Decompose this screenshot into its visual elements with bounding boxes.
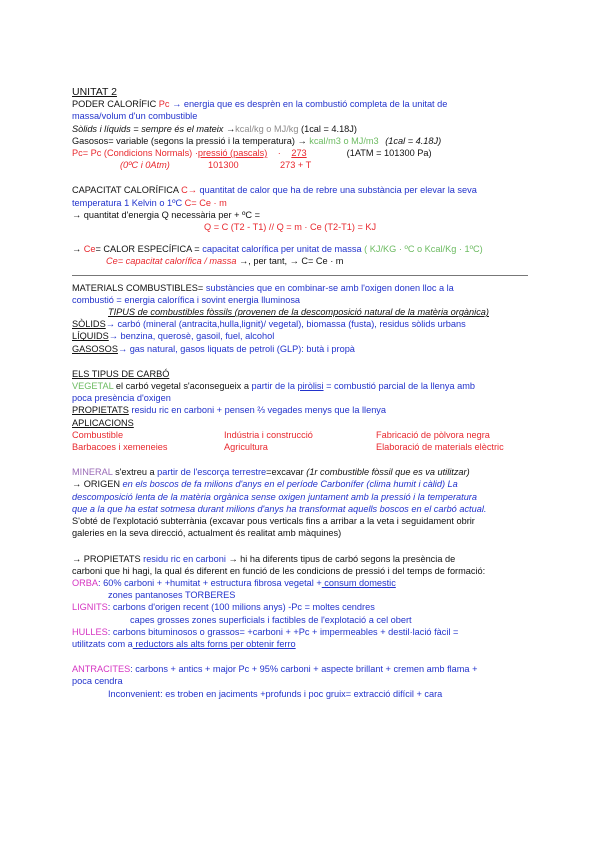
orba-use: consum domestic xyxy=(321,577,396,588)
pirolisi: piròlisi xyxy=(297,381,324,392)
origin-heading: → ORIGEN xyxy=(72,479,120,490)
first-fossil-note: (1r combustible fòssil que es va utilitzar) xyxy=(306,467,470,478)
c-formula: C= Ce · m xyxy=(184,197,227,208)
section-poder-calorific xyxy=(72,98,532,171)
section-propietats xyxy=(72,553,532,700)
application-item: Elaboració de materials elèctric xyxy=(376,442,504,453)
pc-symbol: Pc xyxy=(158,99,170,110)
antracites-desc: : carbons + antics + major Pc + 95% carboni + aspecte brillant + cremen amb flama + xyxy=(130,664,478,675)
dot: · xyxy=(194,148,198,159)
divider xyxy=(72,275,528,276)
orba-label: ORBA xyxy=(72,577,99,588)
arrow: → xyxy=(72,244,82,255)
arrow: → xyxy=(297,135,307,146)
application-item: Barbacoes i xemeneies xyxy=(72,442,168,453)
materials-definition: substàncies que en combinar-se amb l'oxigen donen lloc a la xyxy=(205,282,454,293)
section-tipus-carbo xyxy=(72,368,532,453)
c-symbol: C→ xyxy=(181,185,197,196)
solids-units: kcal/kg o MJ/kg xyxy=(235,123,299,134)
heading-materials: MATERIALS COMBUSTIBLES= xyxy=(72,282,204,293)
properties-text: → hi ha diferents tipus de carbó segons la presència de xyxy=(228,553,456,564)
mineral-label: MINERAL xyxy=(72,467,113,478)
liquids-list: → benzina, querosè, gasoil, fuel, alcohol xyxy=(108,331,275,342)
properties-rich: residu ric en carboni xyxy=(143,553,226,564)
properties-heading: → PROPIETATS xyxy=(72,553,141,564)
vegetal-label: VEGETAL xyxy=(72,381,114,392)
pirolisi-def: = combustió parcial de la llenya amb xyxy=(326,381,475,392)
application-item: Indústria i construcció xyxy=(224,429,313,440)
pc-formula: Pc= Pc (Condicions Normals) xyxy=(72,148,193,159)
application-item: Combustible xyxy=(72,429,124,440)
fossil-types: TIPUS de combustibles fòssils (provenen de la descomposició natural de la matèria orgànica) xyxy=(108,307,489,318)
gases-heading: GASOSOS xyxy=(72,343,118,354)
vegetal-from: partir de la xyxy=(251,381,295,392)
heading-calor-especifica: = CALOR ESPECÍFICA = xyxy=(95,244,200,255)
applications-grid xyxy=(72,429,532,453)
ce-formula: Ce= capacitat calorífica / massa xyxy=(106,256,237,267)
pressure-denominator: 101300 xyxy=(208,160,239,171)
atm-conversion: (1ATM = 101300 Pa) xyxy=(346,148,432,159)
materials-definition-cont: combustió = energia calorífica i sovint energia lluminosa xyxy=(72,294,301,305)
gasosos-label: Gasosos xyxy=(72,135,109,146)
temp-numerator: 273 xyxy=(291,148,307,159)
hulles-label: HULLES xyxy=(72,626,108,637)
pressure-numerator: pressió (pascals) xyxy=(197,148,268,159)
heading-tipus-carbo: ELS TIPUS DE CARBÓ xyxy=(72,368,170,379)
normal-conditions: (0ºC i 0Atm) xyxy=(120,160,170,171)
antracites-drawback: Inconvenient: es troben en jaciments +profunds i poc gruix= extracció difícil + cara xyxy=(108,688,443,699)
excavar: =excavar xyxy=(266,467,304,478)
heading-poder: PODER CALORÍFIC xyxy=(72,99,157,110)
properties-text-cont: carboni que hi hagi, la qual és diferent en funció de les condicions de pressió i del temps de formació: xyxy=(72,565,486,576)
origin-text-cont-2: que a la que ha estat sotmesa durant milions d'anys ha transformat aquells boscos en el carbó actual. xyxy=(72,503,487,514)
solids-heading: SÒLIDS xyxy=(72,319,106,330)
extraction-text: S'obté de l'explotació subterrània (excavar pous verticals fins a arribar a la veta i seguidament obrir xyxy=(72,516,475,527)
solids-list: → carbó (mineral (antracita,hulla,lignit)/ vegetal), biomassa (fusta), residus sòlids urbans xyxy=(105,319,466,330)
hulles-desc: : carbons bituminosos o grassos= +carboni + +Pc + impermeables + destil·lació fàcil = xyxy=(107,626,459,637)
capacitat-definition-cont: temperatura 1 Kelvin o 1ºC xyxy=(72,197,183,208)
vegetal-desc: el carbó vegetal s'aconsegueix a xyxy=(115,381,249,392)
poder-definition: → energia que es desprèn en la combustió completa de la unitat de xyxy=(172,99,448,110)
lignits-desc: : carbons d'origen recent (100 milions anys) -Pc = moltes cendres xyxy=(107,602,375,613)
mineral-desc: s'extreu a xyxy=(115,467,155,478)
gasosos-desc: = variable (segons la pressió i la temperatura) xyxy=(108,135,295,146)
temp-denominator: 273 + T xyxy=(280,160,312,171)
extraction-text-cont: galeries en la seva direcció, actualment és realitat amb màquines) xyxy=(72,528,342,539)
dot: · xyxy=(277,148,281,159)
ce-units: ( KJ/KG · ºC o Kcal/Kg · 1ºC) xyxy=(364,244,483,255)
liquids-heading: LÍQUIDS xyxy=(72,331,109,342)
capacitat-definition: quantitat de calor que ha de rebre una substància per elevar la seva xyxy=(199,185,477,196)
application-item: Fabricació de pòlvora negra xyxy=(376,429,490,440)
vegetal-properties-heading: PROPIETATS xyxy=(72,405,129,416)
cal-conversion-2: (1cal = 4.18J) xyxy=(385,135,442,146)
origin-text: en els boscos de fa milions d'anys en el període Carbonífer (clima humit i càlid) La xyxy=(122,479,458,490)
poder-definition-cont: massa/volum d'un combustible xyxy=(72,111,198,122)
cal-conversion: (1cal = 4.18J) xyxy=(301,123,357,134)
heading-capacitat: CAPACITAT CALORÍFICA xyxy=(72,185,179,196)
orba-zones: zones pantanoses TORBERES xyxy=(108,590,236,601)
pirolisi-def-cont: poca presència d'oxigen xyxy=(72,393,171,404)
unit-title: UNITAT 2 xyxy=(72,86,117,98)
vegetal-properties: residu ric en carboni + pensen ⅔ vegades menys que la llenya xyxy=(131,405,387,416)
solids-liquids: Sòlids i líquids = sempre és el mateix xyxy=(72,123,224,134)
gas-units: kcal/m3 o MJ/m3 xyxy=(309,135,379,146)
q-formula: Q = C (T2 - T1) // Q = m · Ce (T2-T1) = KJ xyxy=(204,222,377,233)
origin-text-cont: descomposició lenta de la matèria orgànica sense oxigen juntament amb la pressió i la temperatura xyxy=(72,491,477,502)
ce-symbol: Ce xyxy=(83,244,96,255)
lignits-label: LIGNITS xyxy=(72,602,108,613)
hulles-use: utilitzats com a xyxy=(72,638,133,649)
application-item: Agricultura xyxy=(224,442,268,453)
section-mineral xyxy=(72,466,532,539)
section-materials xyxy=(72,282,532,355)
arrow: → xyxy=(225,123,236,134)
antracites-label: ANTRACITES xyxy=(72,664,131,675)
c-relation: →, per tant, → C= Ce · m xyxy=(239,256,344,267)
orba-desc: : 60% carboni + +humitat + estructura fibrosa vegetal + xyxy=(98,577,322,588)
hulles-use-detail: reductors als alts forns per obtenir ferro xyxy=(132,638,296,649)
energy-q: → quantitat d'energia Q necessària per + ºC = xyxy=(72,209,260,220)
mineral-source: partir de l'escorça terrestre xyxy=(157,467,267,478)
gases-list: → gas natural, gasos liquats de petroli (GLP): butà i propà xyxy=(117,343,355,354)
section-capacitat xyxy=(72,184,532,267)
applications-heading: APLICACIONS xyxy=(72,417,134,428)
antracites-desc-cont: poca cendra xyxy=(72,676,123,687)
lignits-desc-cont: capes grosses zones superficials i factibles de l'explotació a cel obert xyxy=(130,614,412,625)
document-page xyxy=(72,86,532,700)
ce-definition: capacitat calorífica per unitat de massa xyxy=(202,244,362,255)
